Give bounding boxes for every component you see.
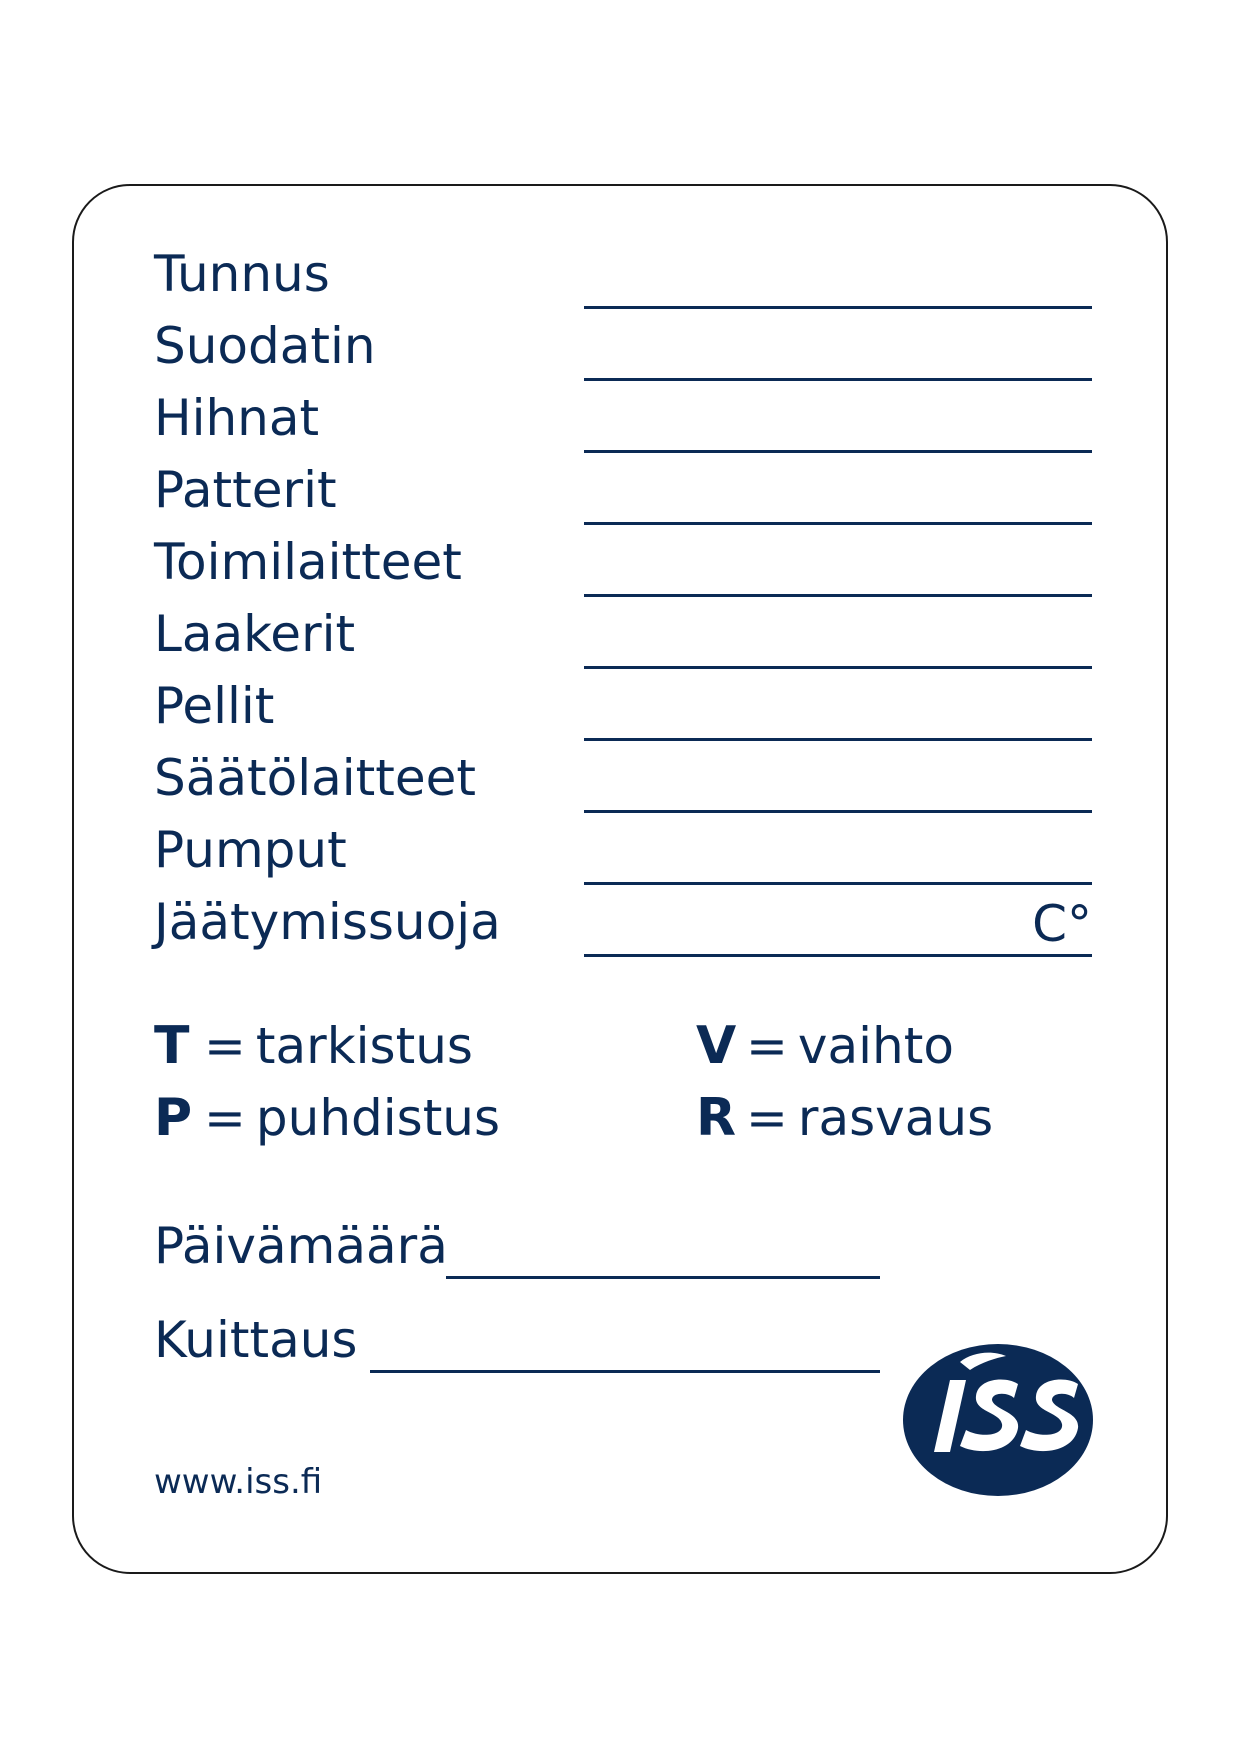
legend-item-p [154, 1088, 500, 1152]
acknowledgement-label: Kuittaus [154, 1311, 358, 1369]
date-field[interactable] [446, 1276, 880, 1279]
legend-equals: = [746, 1089, 788, 1147]
field-input-line[interactable] [584, 522, 1092, 525]
field-label: Patterit [154, 461, 337, 519]
legend-text: vaihto [797, 1017, 954, 1075]
legend-text: rasvaus [797, 1089, 994, 1147]
website-link[interactable]: www.iss.fi [154, 1462, 323, 1502]
field-row-patterit [150, 454, 1092, 526]
field-row-pumput [150, 814, 1092, 886]
field-input-line[interactable] [584, 378, 1092, 381]
acknowledgement-field[interactable] [370, 1370, 880, 1373]
field-input-line[interactable] [584, 666, 1092, 669]
unit-celsius: C° [1032, 895, 1092, 953]
field-label: Toimilaitteet [154, 533, 462, 591]
field-row-toimilaitteet [150, 526, 1092, 598]
legend-item-t [154, 1016, 473, 1080]
legend-text: puhdistus [255, 1089, 501, 1147]
legend-equals: = [204, 1089, 246, 1147]
legend-equals: = [746, 1017, 788, 1075]
field-row-suodatin [150, 310, 1092, 382]
field-row-saatolaitteet [150, 742, 1092, 814]
field-input-line[interactable] [584, 594, 1092, 597]
field-input-line[interactable] [584, 450, 1092, 453]
field-label: Pumput [154, 821, 347, 879]
field-row-tunnus [150, 238, 1092, 310]
field-label: Pellit [154, 677, 275, 735]
legend-code: T [154, 1016, 190, 1076]
legend-equals: = [204, 1017, 246, 1075]
field-row-hihnat [150, 382, 1092, 454]
field-input-line[interactable] [584, 882, 1092, 885]
legend-code: R [696, 1088, 737, 1148]
field-row-pellit [150, 670, 1092, 742]
field-row-laakerit [150, 598, 1092, 670]
field-label: Säätölaitteet [154, 749, 476, 807]
field-label: Laakerit [154, 605, 356, 663]
field-input-line[interactable] [584, 810, 1092, 813]
field-input-line[interactable] [584, 306, 1092, 309]
field-label: Jäätymissuoja [154, 893, 501, 951]
legend-item-v [696, 1016, 954, 1080]
field-row-jaatymissuoja [150, 886, 1092, 958]
field-label: Tunnus [154, 245, 330, 303]
date-label: Päivämäärä [154, 1217, 448, 1275]
field-label: Hihnat [154, 389, 320, 447]
field-label: Suodatin [154, 317, 376, 375]
legend-code: V [696, 1016, 737, 1076]
field-input-line[interactable] [584, 738, 1092, 741]
field-input-line[interactable] [584, 954, 1092, 957]
legend-item-r [696, 1088, 993, 1152]
legend-text: tarkistus [255, 1017, 473, 1075]
legend-code: P [154, 1088, 193, 1148]
iss-logo [900, 1340, 1096, 1500]
